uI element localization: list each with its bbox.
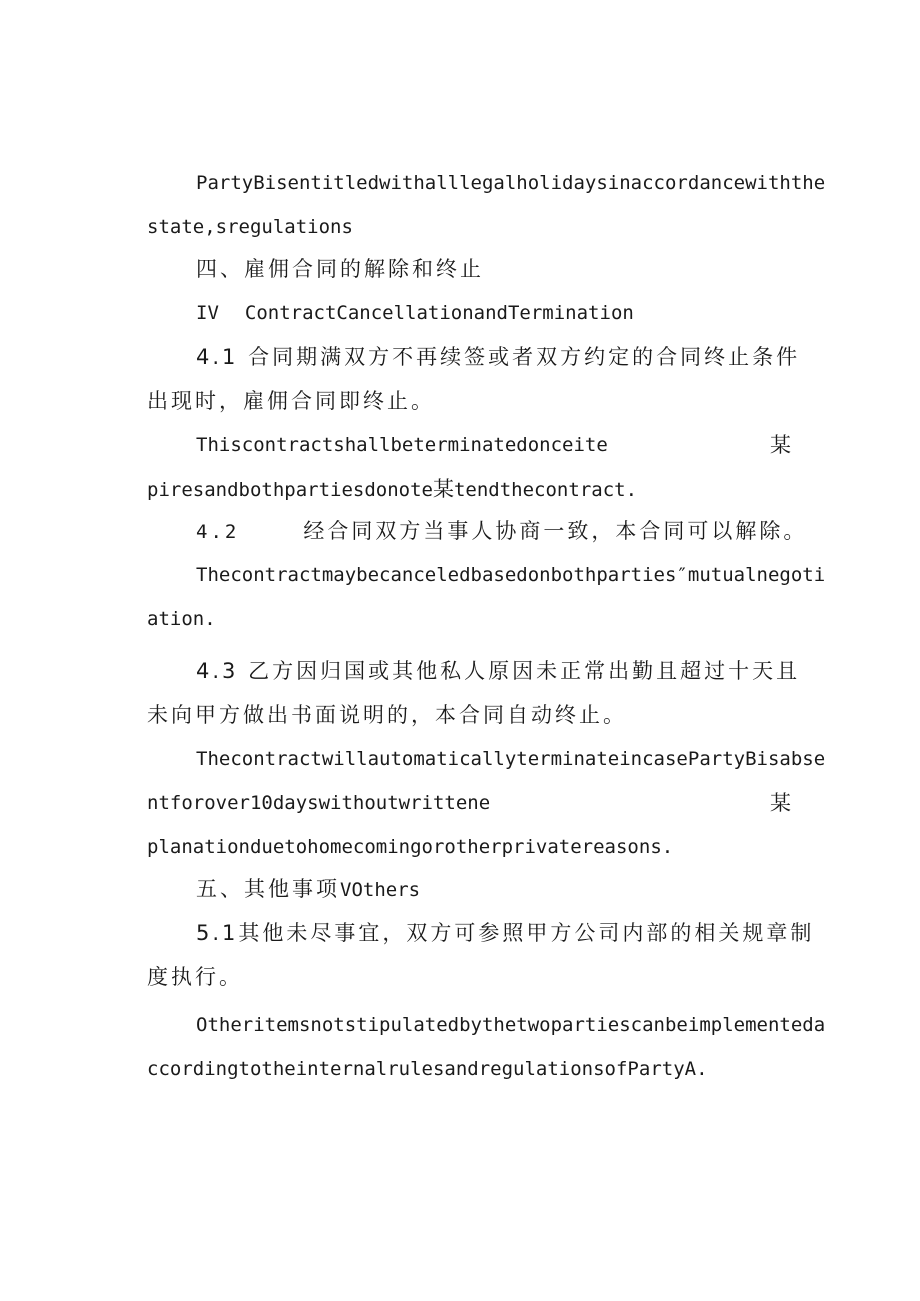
clause-5-1-en-line-2: ccordingtotheinternalrulesandregulationsofPartyA. xyxy=(147,1058,708,1080)
clause-4-2-number: 4.2 xyxy=(196,521,240,543)
clause-4-3-en-line-1: ThecontractwillautomaticallyterminateincasePartyBisabse xyxy=(196,748,826,770)
clause-4-2-en-line-2: ation. xyxy=(147,608,216,630)
clause-4-3-en-line-3: planationduetohomecomingorotherprivatereasons. xyxy=(147,836,674,858)
clause-4-1-en-line-2-placeholder-char: 某 xyxy=(432,477,454,501)
clause-4-2-text: 经合同双方当事人协商一致，本合同可以解除。 xyxy=(303,519,808,543)
clause-5-1-en-line-1: Otheritemsnotstipulatedbythetwopartiescanbeimplementeda xyxy=(196,1014,826,1036)
paragraph-holidays-en-line-1: PartyBisentitledwithalllegalholidaysinaccordancewiththe xyxy=(196,172,826,194)
clause-4-3-en-placeholder-char: 某 xyxy=(770,791,791,815)
section-five-heading-cn: 五、其他事项 xyxy=(196,877,340,901)
clause-4-2-cn xyxy=(196,518,807,545)
section-five-heading xyxy=(196,876,420,903)
clause-5-1-cn-line-2: 度执行。 xyxy=(147,965,243,989)
clause-4-1-en-line-2-part-a: piresandbothpartiesdonote xyxy=(147,479,433,501)
clause-4-3-en-line-2: ntforover10dayswithoutwrittene xyxy=(147,792,491,814)
section-four-title-en: ContractCancellationandTermination xyxy=(244,302,634,324)
clause-4-2-en-line-1: Thecontractmaybecanceledbasedonbothparties″mutualnegoti xyxy=(196,564,826,586)
section-four-heading-en xyxy=(196,300,634,326)
clause-4-1-en-line-2 xyxy=(147,476,637,503)
section-five-heading-en: VOthers xyxy=(340,879,421,901)
clause-4-1-cn-line-1: 4.1 合同期满双方不再续签或者双方约定的合同终止条件 xyxy=(196,345,801,369)
clause-4-1-cn-line-2: 出现时，雇佣合同即终止。 xyxy=(147,389,435,413)
clause-4-1-en-line-2-part-c: tendthecontract. xyxy=(453,479,638,501)
clause-4-3-cn-line-2: 未向甲方做出书面说明的，本合同自动终止。 xyxy=(147,703,627,727)
section-four-heading-cn: 四、雇佣合同的解除和终止 xyxy=(196,257,484,281)
clause-4-3-cn-line-1: 4.3 乙方因归国或其他私人原因未正常出勤且超过十天且 xyxy=(196,659,801,683)
clause-4-1-en-line-1: Thiscontractshallbeterminatedonceite xyxy=(196,434,608,456)
section-four-roman-numeral: IV xyxy=(196,302,219,324)
clause-5-1-cn-line-1: 5.1其他未尽事宜，双方可参照甲方公司内部的相关规章制 xyxy=(196,921,815,945)
clause-4-1-en-placeholder-char: 某 xyxy=(770,433,791,457)
paragraph-holidays-en-line-2: state,sregulations xyxy=(147,216,353,238)
